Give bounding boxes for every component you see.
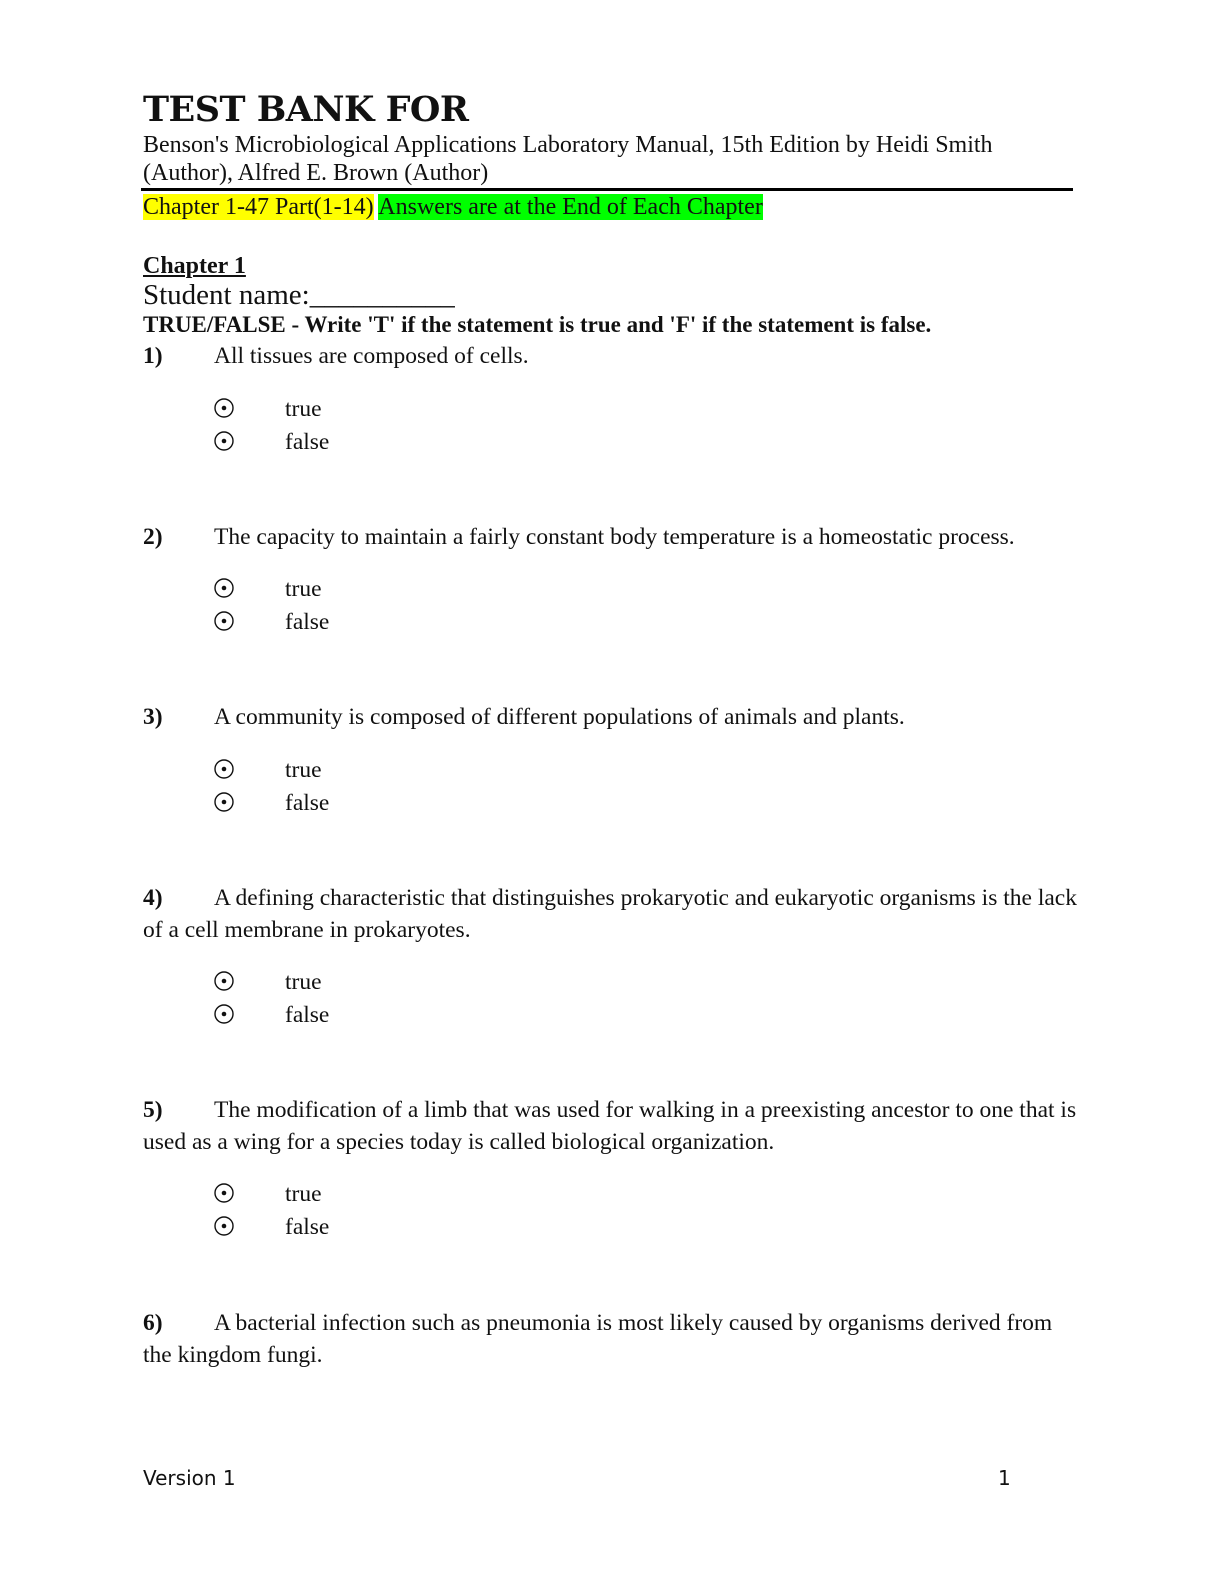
- question-1: [143, 340, 1078, 372]
- radio-button-icon[interactable]: [214, 792, 234, 812]
- option-label: true: [285, 396, 322, 422]
- radio-button-icon[interactable]: [214, 398, 234, 418]
- radio-button-icon[interactable]: [214, 759, 234, 779]
- question-text: All tissues are composed of cells.: [214, 343, 529, 369]
- question-text: The capacity to maintain a fairly constant body temperature is a homeostatic process.: [214, 524, 1015, 550]
- subtitle-line-2: (Author), Alfred E. Brown (Author): [143, 160, 489, 186]
- option-label: true: [285, 576, 322, 602]
- question-number: 1): [143, 343, 163, 369]
- question-2: [143, 521, 1078, 553]
- question-number: 3): [143, 704, 163, 730]
- radio-button-icon[interactable]: [214, 971, 234, 991]
- option-label: false: [285, 609, 330, 635]
- student-name-field: Student name:__________: [143, 279, 455, 311]
- option-label: false: [285, 1002, 330, 1028]
- radio-button-icon[interactable]: [214, 431, 234, 451]
- radio-button-icon[interactable]: [214, 1216, 234, 1236]
- footer-page-number: 1: [998, 1466, 1011, 1490]
- option-label: true: [285, 969, 322, 995]
- question-text: A community is composed of different populations of animals and plants.: [214, 704, 905, 730]
- radio-button-icon[interactable]: [214, 1183, 234, 1203]
- document-title: TEST BANK FOR: [143, 89, 469, 130]
- question-number: 4): [143, 885, 163, 911]
- answers-note-highlight: Answers are at the End of Each Chapter: [378, 194, 763, 220]
- question-number: 2): [143, 524, 163, 550]
- option-label: false: [285, 429, 330, 455]
- option-label: false: [285, 1214, 330, 1240]
- question-6: [143, 1307, 1078, 1371]
- chapter-range-line: [143, 193, 763, 221]
- true-false-instructions: TRUE/FALSE - Write 'T' if the statement is true and 'F' if the statement is false.: [143, 312, 932, 337]
- document-subtitle: [143, 131, 1043, 187]
- question-number: 6): [143, 1310, 163, 1336]
- question-text: A bacterial infection such as pneumonia is most likely caused by organisms derived from the kingdom fungi.: [143, 1310, 1053, 1368]
- question-number: 5): [143, 1097, 163, 1123]
- radio-button-icon[interactable]: [214, 611, 234, 631]
- option-label: true: [285, 1181, 322, 1207]
- radio-button-icon[interactable]: [214, 578, 234, 598]
- footer-version: Version 1: [143, 1466, 236, 1490]
- radio-button-icon[interactable]: [214, 1004, 234, 1024]
- question-3: [143, 701, 1078, 733]
- question-text: A defining characteristic that distinguishes prokaryotic and eukaryotic organisms is the lack of a cell membrane in prokaryotes.: [143, 885, 1077, 943]
- question-4: [143, 882, 1078, 946]
- option-label: true: [285, 757, 322, 783]
- chapter-heading: Chapter 1: [143, 253, 246, 279]
- option-label: false: [285, 790, 330, 816]
- subtitle-line-1: Benson's Microbiological Applications Laboratory Manual, 15th Edition by Heidi Smith: [143, 132, 993, 158]
- title-divider: [141, 188, 1073, 191]
- chapter-range-highlight: Chapter 1-47 Part(1-14): [143, 194, 374, 220]
- question-5: [143, 1094, 1078, 1158]
- question-text: The modification of a limb that was used for walking in a preexisting ancestor to one that is used as a wing for a species today is called biological organization.: [143, 1097, 1077, 1155]
